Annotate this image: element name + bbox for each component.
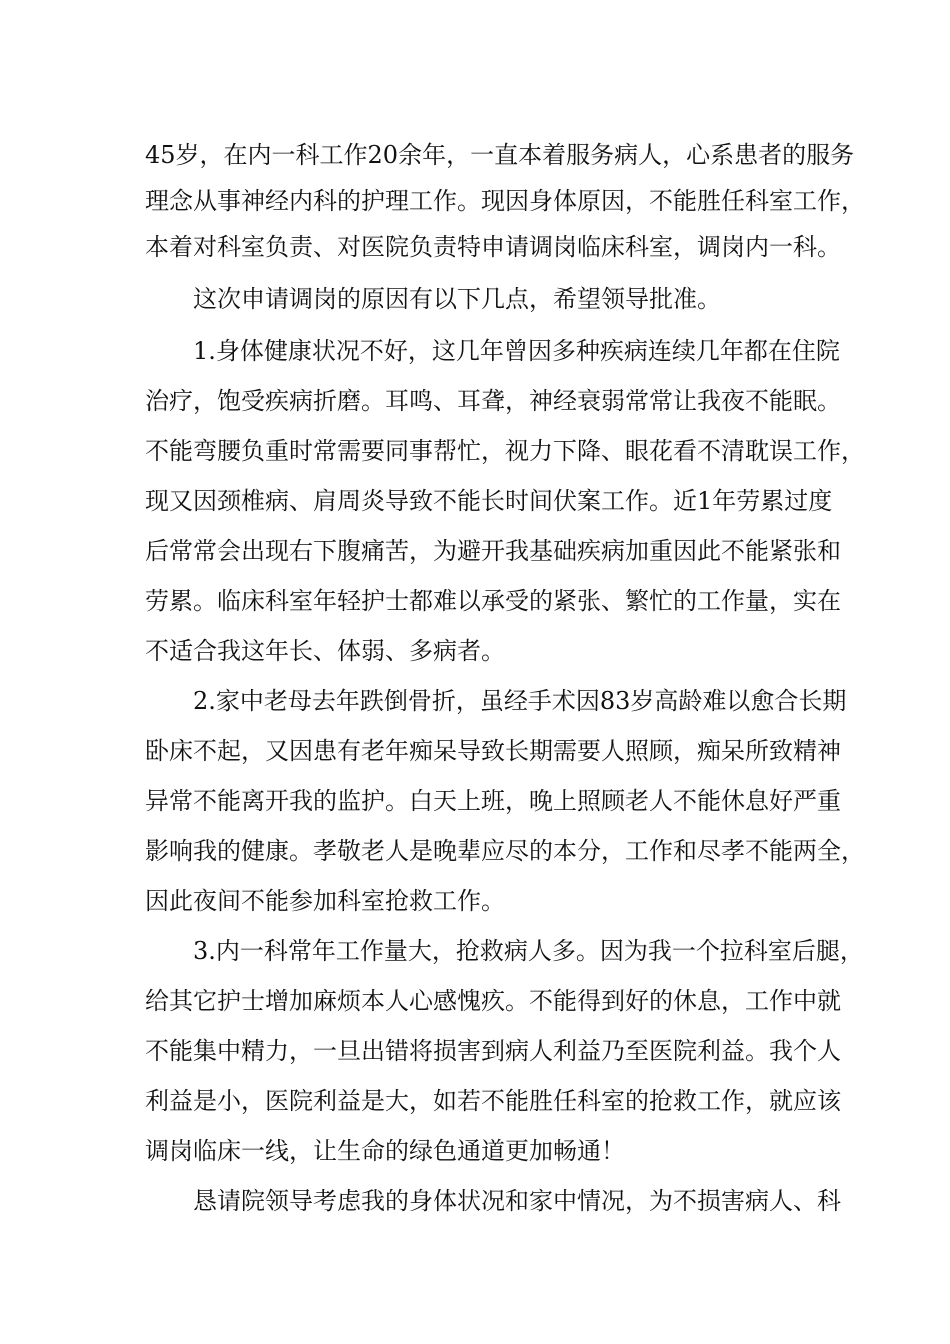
text-line: 给其它护士增加麻烦本人心感愧疚。不能得到好的休息，工作中就 — [145, 987, 841, 1015]
paragraph-start-line: 1.身体健康状况不好，这几年曾因多种疾病连续几年都在住院 — [193, 337, 840, 365]
text-line: 现又因颈椎病、肩周炎导致不能长时间伏案工作。近1年劳累过度 — [145, 487, 833, 515]
text-line: 卧床不起，又因患有老年痴呆导致长期需要人照顾，痴呆所致精神 — [145, 737, 841, 765]
text-line: 治疗，饱受疾病折磨。耳鸣、耳聋，神经衰弱常常让我夜不能眠。 — [145, 387, 841, 415]
text-line: 45岁，在内一科工作20余年，一直本着服务病人，心系患者的服务 — [145, 141, 855, 169]
text-line: 利益是小，医院利益是大，如若不能胜任科室的抢救工作，就应该 — [145, 1087, 841, 1115]
text-line: 劳累。临床科室年轻护士都难以承受的紧张、繁忙的工作量，实在 — [145, 587, 841, 615]
text-line: 影响我的健康。孝敬老人是晚辈应尽的本分，工作和尽孝不能两全， — [145, 837, 865, 865]
text-line: 不能弯腰负重时常需要同事帮忙，视力下降、眼花看不清耽误工作， — [145, 437, 865, 465]
paragraph-start-line: 2.家中老母去年跌倒骨折，虽经手术因83岁高龄难以愈合长期 — [193, 687, 847, 715]
text-line: 后常常会出现右下腹痛苦，为避开我基础疾病加重因此不能紧张和 — [145, 537, 841, 565]
text-line: 调岗临床一线，让生命的绿色通道更加畅通！ — [145, 1137, 625, 1165]
text-line: 理念从事神经内科的护理工作。现因身体原因，不能胜任科室工作， — [145, 187, 865, 215]
text-line: 本着对科室负责、对医院负责特申请调岗临床科室，调岗内一科。 — [145, 233, 841, 261]
text-line: 不适合我这年长、体弱、多病者。 — [145, 637, 505, 665]
paragraph-start-line: 3.内一科常年工作量大，抢救病人多。因为我一个拉科室后腿， — [193, 937, 864, 965]
paragraph-start-line: 这次申请调岗的原因有以下几点，希望领导批准。 — [193, 285, 721, 313]
paragraph-start-line: 恳请院领导考虑我的身体状况和家中情况，为不损害病人、科 — [193, 1187, 841, 1215]
text-line: 不能集中精力，一旦出错将损害到病人利益乃至医院利益。我个人 — [145, 1037, 841, 1065]
text-line: 因此夜间不能参加科室抢救工作。 — [145, 887, 505, 915]
text-line: 异常不能离开我的监护。白天上班，晚上照顾老人不能休息好严重 — [145, 787, 841, 815]
